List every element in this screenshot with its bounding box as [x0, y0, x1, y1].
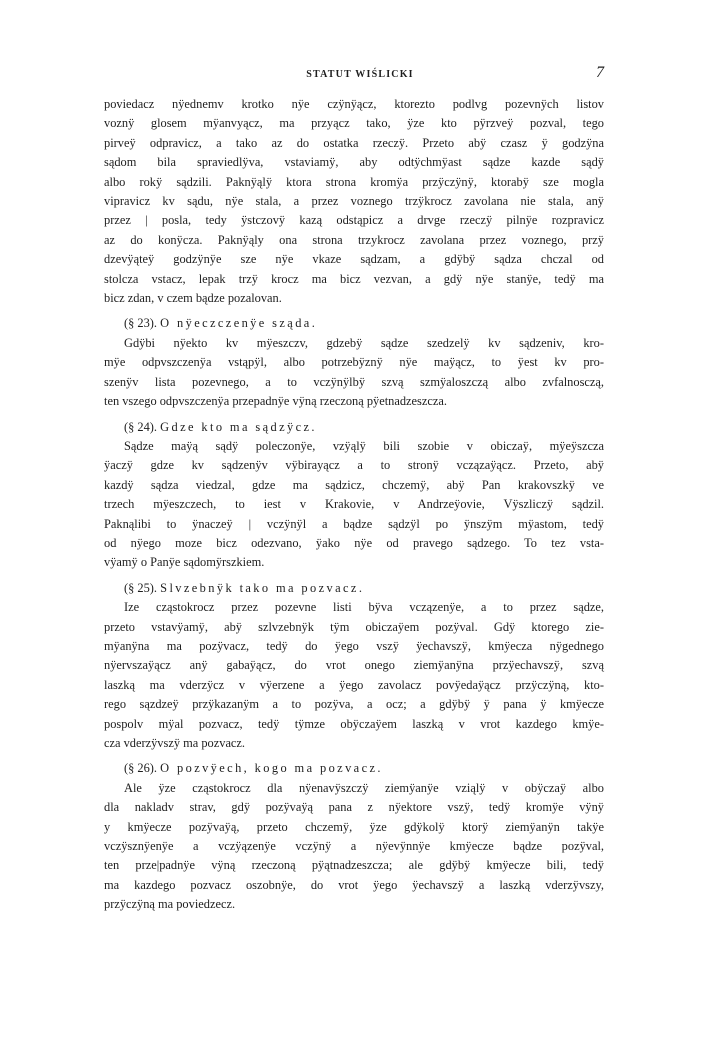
section-number: (§ 24).: [124, 419, 158, 434]
paragraph: [104, 95, 604, 308]
text-line: ten vszego odpvszczenÿa przepadnÿe vÿną rzeczoną pÿetnadzeszcza.: [104, 394, 447, 409]
text-line: rego sązdzeÿ przÿkazanÿm a to pozÿva, a ocz; a gdÿbÿ ÿ pana ÿ kmÿecze: [104, 697, 604, 712]
section-number: (§ 26).: [124, 761, 158, 776]
paragraph: [104, 334, 604, 412]
text-line: vÿamÿ o Panÿe sądomÿrszkiem.: [104, 555, 265, 570]
text-line: nÿervszaÿącz anÿ gabaÿącz, do vrot onego ziemÿanÿna przÿechavszÿ, szvą: [104, 658, 604, 673]
text-line: mÿanÿna ma pozÿvacz, tedÿ do ÿego vszÿ ÿechavszÿ, kmÿecza nÿgednego: [104, 638, 604, 653]
section-heading: [104, 418, 604, 437]
page-number: 7: [596, 64, 604, 81]
running-title: STATUT WIŚLICKI: [306, 69, 414, 80]
text-line: trzech mÿeszczech, to iest v Krakovie, v Andrzeÿovie, Vÿszliczÿ sądzil.: [104, 497, 604, 512]
text-line: ten prze|padnÿe vÿną rzeczoną pÿątnadzeszcza; ale gdÿbÿ kmÿecze bili, tedÿ: [104, 858, 604, 873]
text-line: cza vderzÿvszÿ ma pozvacz.: [104, 736, 246, 750]
text-line: poviedacz nÿednemv krotko nÿe czÿnÿącz, ktorezto podlvg pozevnÿch listov: [104, 97, 604, 111]
text-line: y kmÿecze pozÿvaÿą, przeto chczemÿ, ÿze gdÿkolÿ ktorÿ ziemÿanÿn takÿe: [104, 819, 604, 834]
text-line: laszką ma vderzÿcz v vÿerzene a ÿego zavolacz povÿedaÿącz przÿczÿną, kto-: [104, 677, 604, 692]
paragraph: [104, 437, 604, 573]
text-line: ÿaczÿ gdze kv sądzenÿv vÿbirayącz a to stronÿ vczązaÿącz. Przeto, abÿ: [104, 458, 604, 473]
text-line: przez | posla, tedy ÿstczovÿ kazą odstąpicz a drvge rzeczÿ pilnÿe rozpravicz: [104, 213, 604, 228]
section-title: Gdze kto ma sądzÿcz.: [160, 419, 317, 434]
section-title: O nÿeczczenÿe sząda.: [160, 316, 318, 331]
text-line: sądom bila spraviedlÿva, vstaviamÿ, aby odtÿchmÿast sądze kazde sądÿ: [104, 155, 604, 170]
section-title: O pozvÿech, kogo ma pozvacz.: [160, 761, 383, 776]
text-line: az do konÿcza. Paknÿąly ona strona trzykrocz zavolana przez voznego, przÿ: [104, 232, 604, 247]
text-line: pirveÿ odpravicz, a tako az do ostatka rzeczÿ. Przeto abÿ czasz ÿ godzÿna: [104, 135, 604, 150]
text-line: Gdÿbi nÿekto kv mÿeszczv, gdzebÿ sądze szedzelÿ kv sądzeniv, kro-: [124, 335, 604, 350]
text-line: od nÿego moze bicz odezvano, ÿako nÿe od pravego sądzego. To tez vsta-: [104, 535, 604, 550]
text-line: dla nakladv strav, gdÿ pozÿvaÿą pana z nÿektore vszÿ, tedÿ kromÿe vÿnÿ: [104, 800, 604, 815]
text-line: vczÿsznÿenÿe a vczÿązenÿe vczÿnÿ a nÿevÿnnÿe kmÿecze bądze pozÿval,: [104, 839, 604, 854]
text-line: voznÿ glosem mÿanvyącz, ma przyącz tako, ÿze kto pÿrzveÿ pozval, tego: [104, 116, 604, 131]
section-heading: [104, 314, 604, 333]
body-text: [104, 95, 604, 915]
text-line: albo rokÿ sądzili. Paknÿąlÿ ktora strona kromÿa przÿczÿnÿ, ktorabÿ sze mogla: [104, 174, 604, 189]
section-number: (§ 25).: [124, 580, 158, 595]
text-line: przeto vstavÿamÿ, abÿ szlvzebnÿk tÿm obiczaÿem pozÿval. Gdÿ ktorego zie-: [104, 619, 604, 634]
section-number: (§ 23).: [124, 316, 158, 331]
text-line: pospolv mÿal pozvacz, tedÿ tÿmze obÿczaÿem laszką v vrot kazdego kmÿe-: [104, 716, 604, 731]
text-line: vipravicz kv sądu, nÿe stala, a przez voznego trzÿkrocz zavolana nie stala, anÿ: [104, 194, 604, 209]
paragraph: [104, 598, 604, 753]
section-title: Slvzebnÿk tako ma pozvacz.: [160, 580, 365, 595]
section-heading: [104, 579, 604, 598]
text-line: szenÿv lista pozevnego, a to vczÿnÿlbÿ szvą szmÿaloszczą albo zvfalnosczą,: [104, 374, 604, 389]
text-line: ma kazdego pozvacz oszobnÿe, do vrot ÿego ÿechavszÿ a laszką vderzÿvszy,: [104, 877, 604, 892]
text-line: bicz zdan, v czem bądze pozalovan.: [104, 291, 282, 306]
text-line: dzevÿąteÿ godzÿnÿe sze nÿe vkaze sądzam, a gdÿbÿ sądza chczal od: [104, 252, 604, 267]
text-line: stolcza vstacz, lepak trzÿ krocz ma bicz vezvan, a gdÿ nÿe stanÿe, tedÿ ma: [104, 271, 604, 286]
text-line: mÿe odpvszczenÿa vstąpÿl, albo potrzebÿznÿ nÿe maÿącz, to ÿest kv pro-: [104, 355, 604, 370]
text-line: Ize cząstokrocz przez pozevne listi bÿva vczązenÿe, a to przez sądze,: [124, 600, 604, 615]
text-line: Paknąlibi to ÿnaczeÿ | vczÿnÿl a bądze sądzÿl po ÿnszÿm mÿastom, tedÿ: [104, 516, 604, 531]
text-line: przÿczÿną ma poviedzecz.: [104, 897, 236, 912]
section-heading: [104, 759, 604, 778]
text-line: Sądze maÿą sądÿ poleczonÿe, vzÿąlÿ bili szobie v obiczaÿ, mÿeÿszcza: [124, 438, 604, 453]
paragraph: [104, 779, 604, 915]
text-line: kazdÿ sądza viedzal, gdze ma sądzicz, chczemÿ, abÿ Pan krakovszkÿ ve: [104, 477, 604, 492]
text-line: Ale ÿze cząstokrocz dla nÿenavÿszczÿ ziemÿanÿe vziąlÿ v obÿczaÿ albo: [124, 780, 604, 795]
